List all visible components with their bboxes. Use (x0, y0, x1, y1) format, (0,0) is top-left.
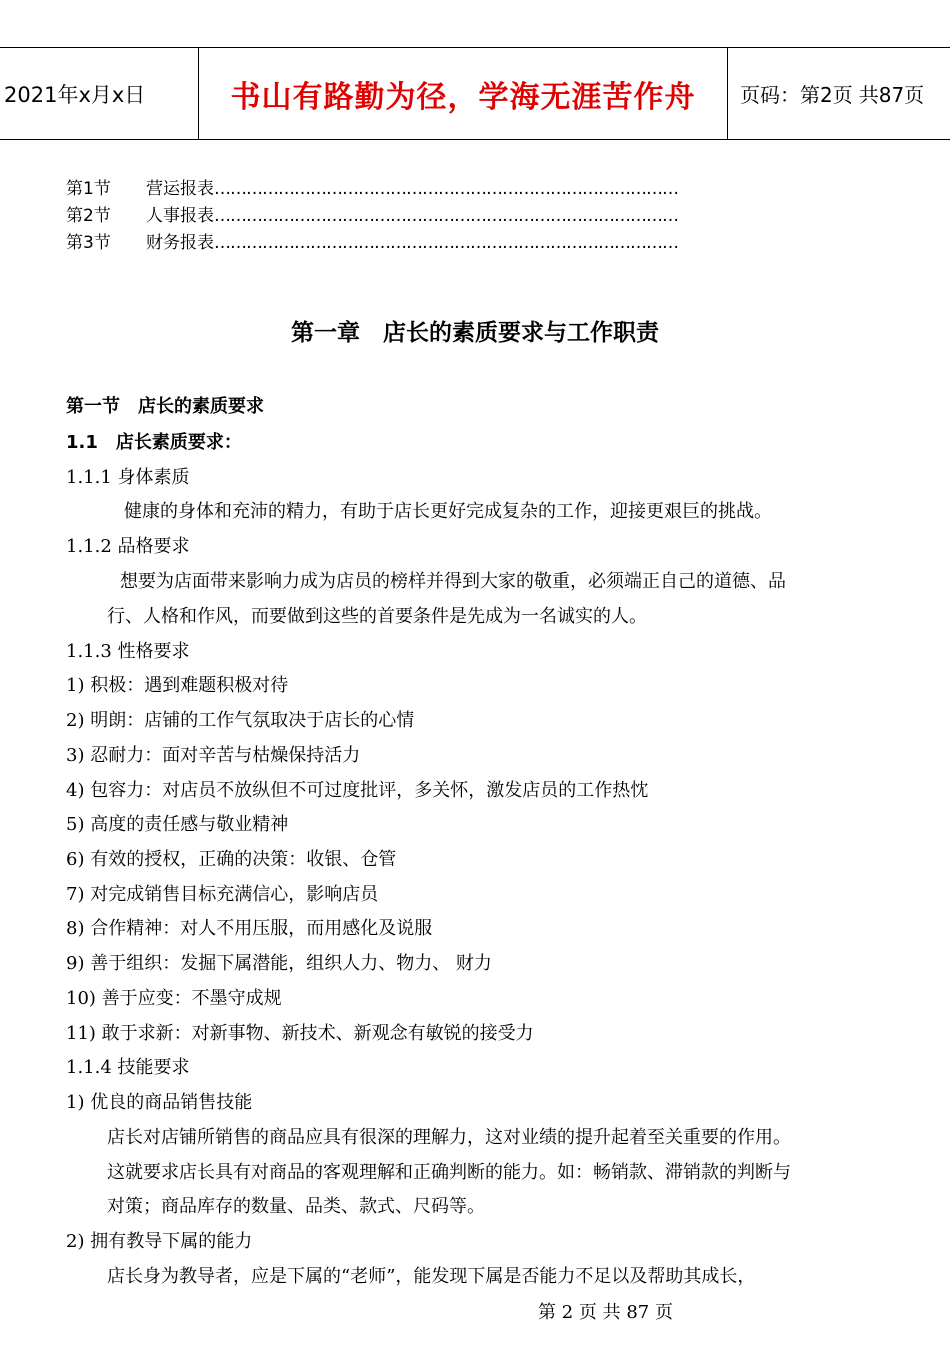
page-header (0, 47, 950, 140)
toc-entry[interactable] (66, 203, 866, 230)
list-item: 1) 优良的商品销售技能 (66, 1092, 253, 1113)
body-line: 1.1.1 身体素质 (66, 467, 190, 488)
list-item: 11) 敢于求新：对新事物、新技术、新观念有敏锐的接受力 (66, 1023, 534, 1044)
body-line: 这就要求店长具有对商品的客观理解和正确判断的能力。如：畅销款、滞销款的判断与 (107, 1162, 791, 1183)
table-of-contents (66, 176, 866, 257)
section-title: 第一节 店长的素质要求 (66, 396, 264, 417)
list-item: 8) 合作精神：对人不用压服，而用感化及说服 (66, 918, 433, 939)
list-item: 9) 善于组织：发掘下属潜能，组织人力、物力、 财力 (66, 953, 492, 974)
body-line: 行、人格和作风，而要做到这些的首要条件是先成为一名诚实的人。 (107, 606, 647, 627)
toc-leader-dots: …………………………………………………………………………… (214, 179, 678, 199)
page-footer: 第 2 页 共 87 页 (538, 1302, 673, 1323)
body-line: 健康的身体和充沛的精力，有助于店长更好完成复杂的工作，迎接更艰巨的挑战。 (124, 501, 772, 522)
header-page-info (728, 48, 950, 139)
subsection-title: 1.1 店长素质要求： (66, 432, 242, 453)
toc-section-title: 财务报表 (146, 233, 214, 253)
body-line: 1.1.4 技能要求 (66, 1057, 190, 1078)
header-page-total: 共87页 (858, 83, 925, 107)
header-page-number: 页码：第2页 (740, 83, 853, 107)
list-item: 2) 明朗：店铺的工作气氛取决于店长的心情 (66, 710, 415, 731)
list-item: 3) 忍耐力：面对辛苦与枯燥保持活力 (66, 745, 361, 766)
body-line: 想要为店面带来影响力成为店员的榜样并得到大家的敬重，必须端正自己的道德、品 (120, 571, 786, 592)
toc-section-number: 第3节 (66, 233, 111, 253)
toc-entry[interactable] (66, 176, 866, 203)
body-line: 店长身为教导者，应是下属的“老师”，能发现下属是否能力不足以及帮助其成长， (107, 1266, 756, 1287)
body-line: 1.1.3 性格要求 (66, 641, 190, 662)
list-item: 2) 拥有教导下属的能力 (66, 1231, 253, 1252)
toc-section-title: 营运报表 (146, 179, 214, 199)
header-motto: 书山有路勤为径，学海无涯苦作舟 (199, 48, 728, 139)
body-line: 店长对店铺所销售的商品应具有很深的理解力，这对业绩的提升起着至关重要的作用。 (107, 1127, 791, 1148)
header-date: 2021年x月x日 (0, 48, 199, 139)
toc-leader-dots: …………………………………………………………………………… (214, 233, 678, 253)
toc-section-title: 人事报表 (146, 206, 214, 226)
list-item: 1) 积极：遇到难题积极对待 (66, 675, 289, 696)
toc-entry[interactable] (66, 230, 866, 257)
toc-leader-dots: …………………………………………………………………………… (214, 206, 678, 226)
body-line: 1.1.2 品格要求 (66, 536, 190, 557)
list-item: 5) 高度的责任感与敬业精神 (66, 814, 289, 835)
toc-section-number: 第2节 (66, 206, 111, 226)
body-line: 对策；商品库存的数量、品类、款式、尺码等。 (107, 1196, 485, 1217)
list-item: 6) 有效的授权，正确的决策：收银、仓管 (66, 849, 397, 870)
list-item: 4) 包容力：对店员不放纵但不可过度批评，多关怀，激发店员的工作热忱 (66, 780, 649, 801)
list-item: 7) 对完成销售目标充满信心，影响店员 (66, 884, 379, 905)
list-item: 10) 善于应变：不墨守成规 (66, 988, 282, 1009)
toc-section-number: 第1节 (66, 179, 111, 199)
chapter-title: 第一章 店长的素质要求与工作职责 (291, 320, 659, 346)
